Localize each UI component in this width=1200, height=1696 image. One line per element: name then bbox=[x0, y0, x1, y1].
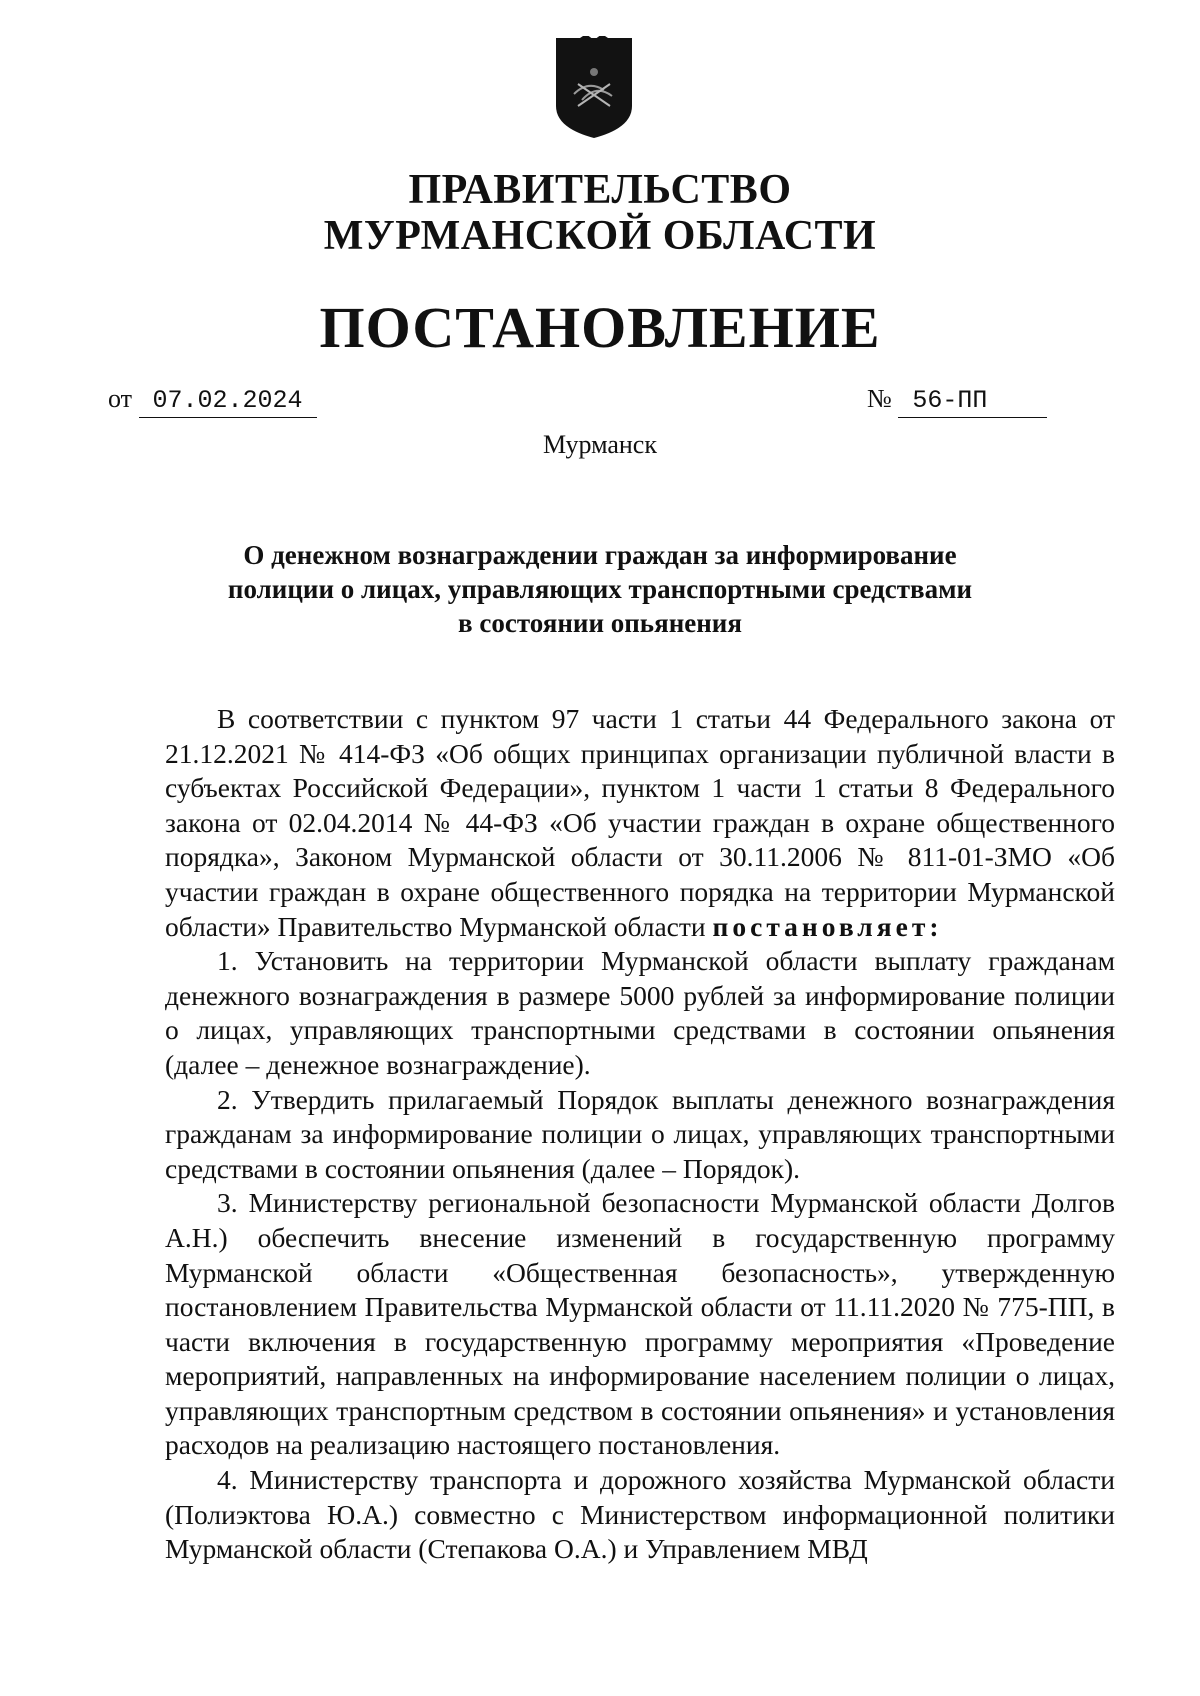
number-prefix: № bbox=[867, 384, 892, 413]
item-paragraph-2: 2. Утвердить прилагаемый Порядок выплаты денежного вознаграждения гражданам за информирование полиции о лицах, управляющих транспортными средствами в состоянии опьянения (далее – Порядок). bbox=[165, 1083, 1115, 1184]
document-type: ПОСТАНОВЛЕНИЕ bbox=[319, 295, 881, 360]
document-body bbox=[165, 702, 1115, 1567]
document-number bbox=[867, 384, 1047, 418]
preamble-paragraph bbox=[165, 702, 1115, 944]
resolves-colon: : bbox=[929, 910, 943, 942]
number-value: 56-ПП bbox=[898, 386, 1047, 418]
coat-of-arms-emblem-icon bbox=[552, 36, 636, 140]
government-name-line2: МУРМАНСКОЙ ОБЛАСТИ bbox=[323, 213, 877, 259]
title-line: полиции о лицах, управляющих транспортными средствами bbox=[227, 574, 973, 604]
resolves-word: постановляет bbox=[712, 910, 930, 942]
city-name: Мурманск bbox=[543, 430, 657, 459]
document-title bbox=[0, 538, 1200, 640]
preamble-text: В соответствии с пунктом 97 части 1 статьи 44 Федерального закона от 21.12.2021 № 414-ФЗ «Об общих принципах организации публичной власти в субъектах Российской Федерации», пунктом 1 части 1 статьи 8 Федерального закона от 02.04.2014 № 44-ФЗ «Об участии граждан в охране общественного порядка», Законом Мурманской области от 30.11.2006 № 811-01-ЗМО «Об участии граждан в охране общественного порядка на территории Мурманской области» Правительство Мурманской области bbox=[165, 703, 1115, 942]
item-paragraph-1: 1. Установить на территории Мурманской области выплату гражданам денежного вознаграждения в размере 5000 рублей за информирование полиции о лицах, управляющих транспортными средствами в состоянии опьянения (далее – денежное вознаграждение). bbox=[165, 945, 1115, 1080]
date-value: 07.02.2024 bbox=[139, 386, 317, 418]
title-line: О денежном вознаграждении граждан за информирование bbox=[243, 540, 957, 570]
item-paragraph-4: 4. Министерству транспорта и дорожного хозяйства Мурманской области (Полиэктова Ю.А.) совместно с Министерством информационной политики Мурманской области (Степакова О.А.) и Управлением МВД bbox=[165, 1464, 1115, 1565]
government-name-line1: ПРАВИТЕЛЬСТВО bbox=[408, 167, 792, 213]
title-line: в состоянии опьянения bbox=[458, 608, 742, 638]
date-prefix: от bbox=[108, 384, 133, 413]
item-paragraph-3: 3. Министерству региональной безопасности Мурманской области Долгов А.Н.) обеспечить внесение изменений в государственную программу Мурманской области «Общественная безопасность», утвержденную постановлением Правительства Мурманской области от 11.11.2020 № 775-ПП, в части включения в государственную программу мероприятия «Проведение мероприятий, направленных на информирование населением полиции о лицах, управляющих транспортным средством в состоянии опьянения» и установления расходов на реализацию настоящего постановления. bbox=[165, 1187, 1115, 1461]
document-date bbox=[108, 384, 317, 418]
